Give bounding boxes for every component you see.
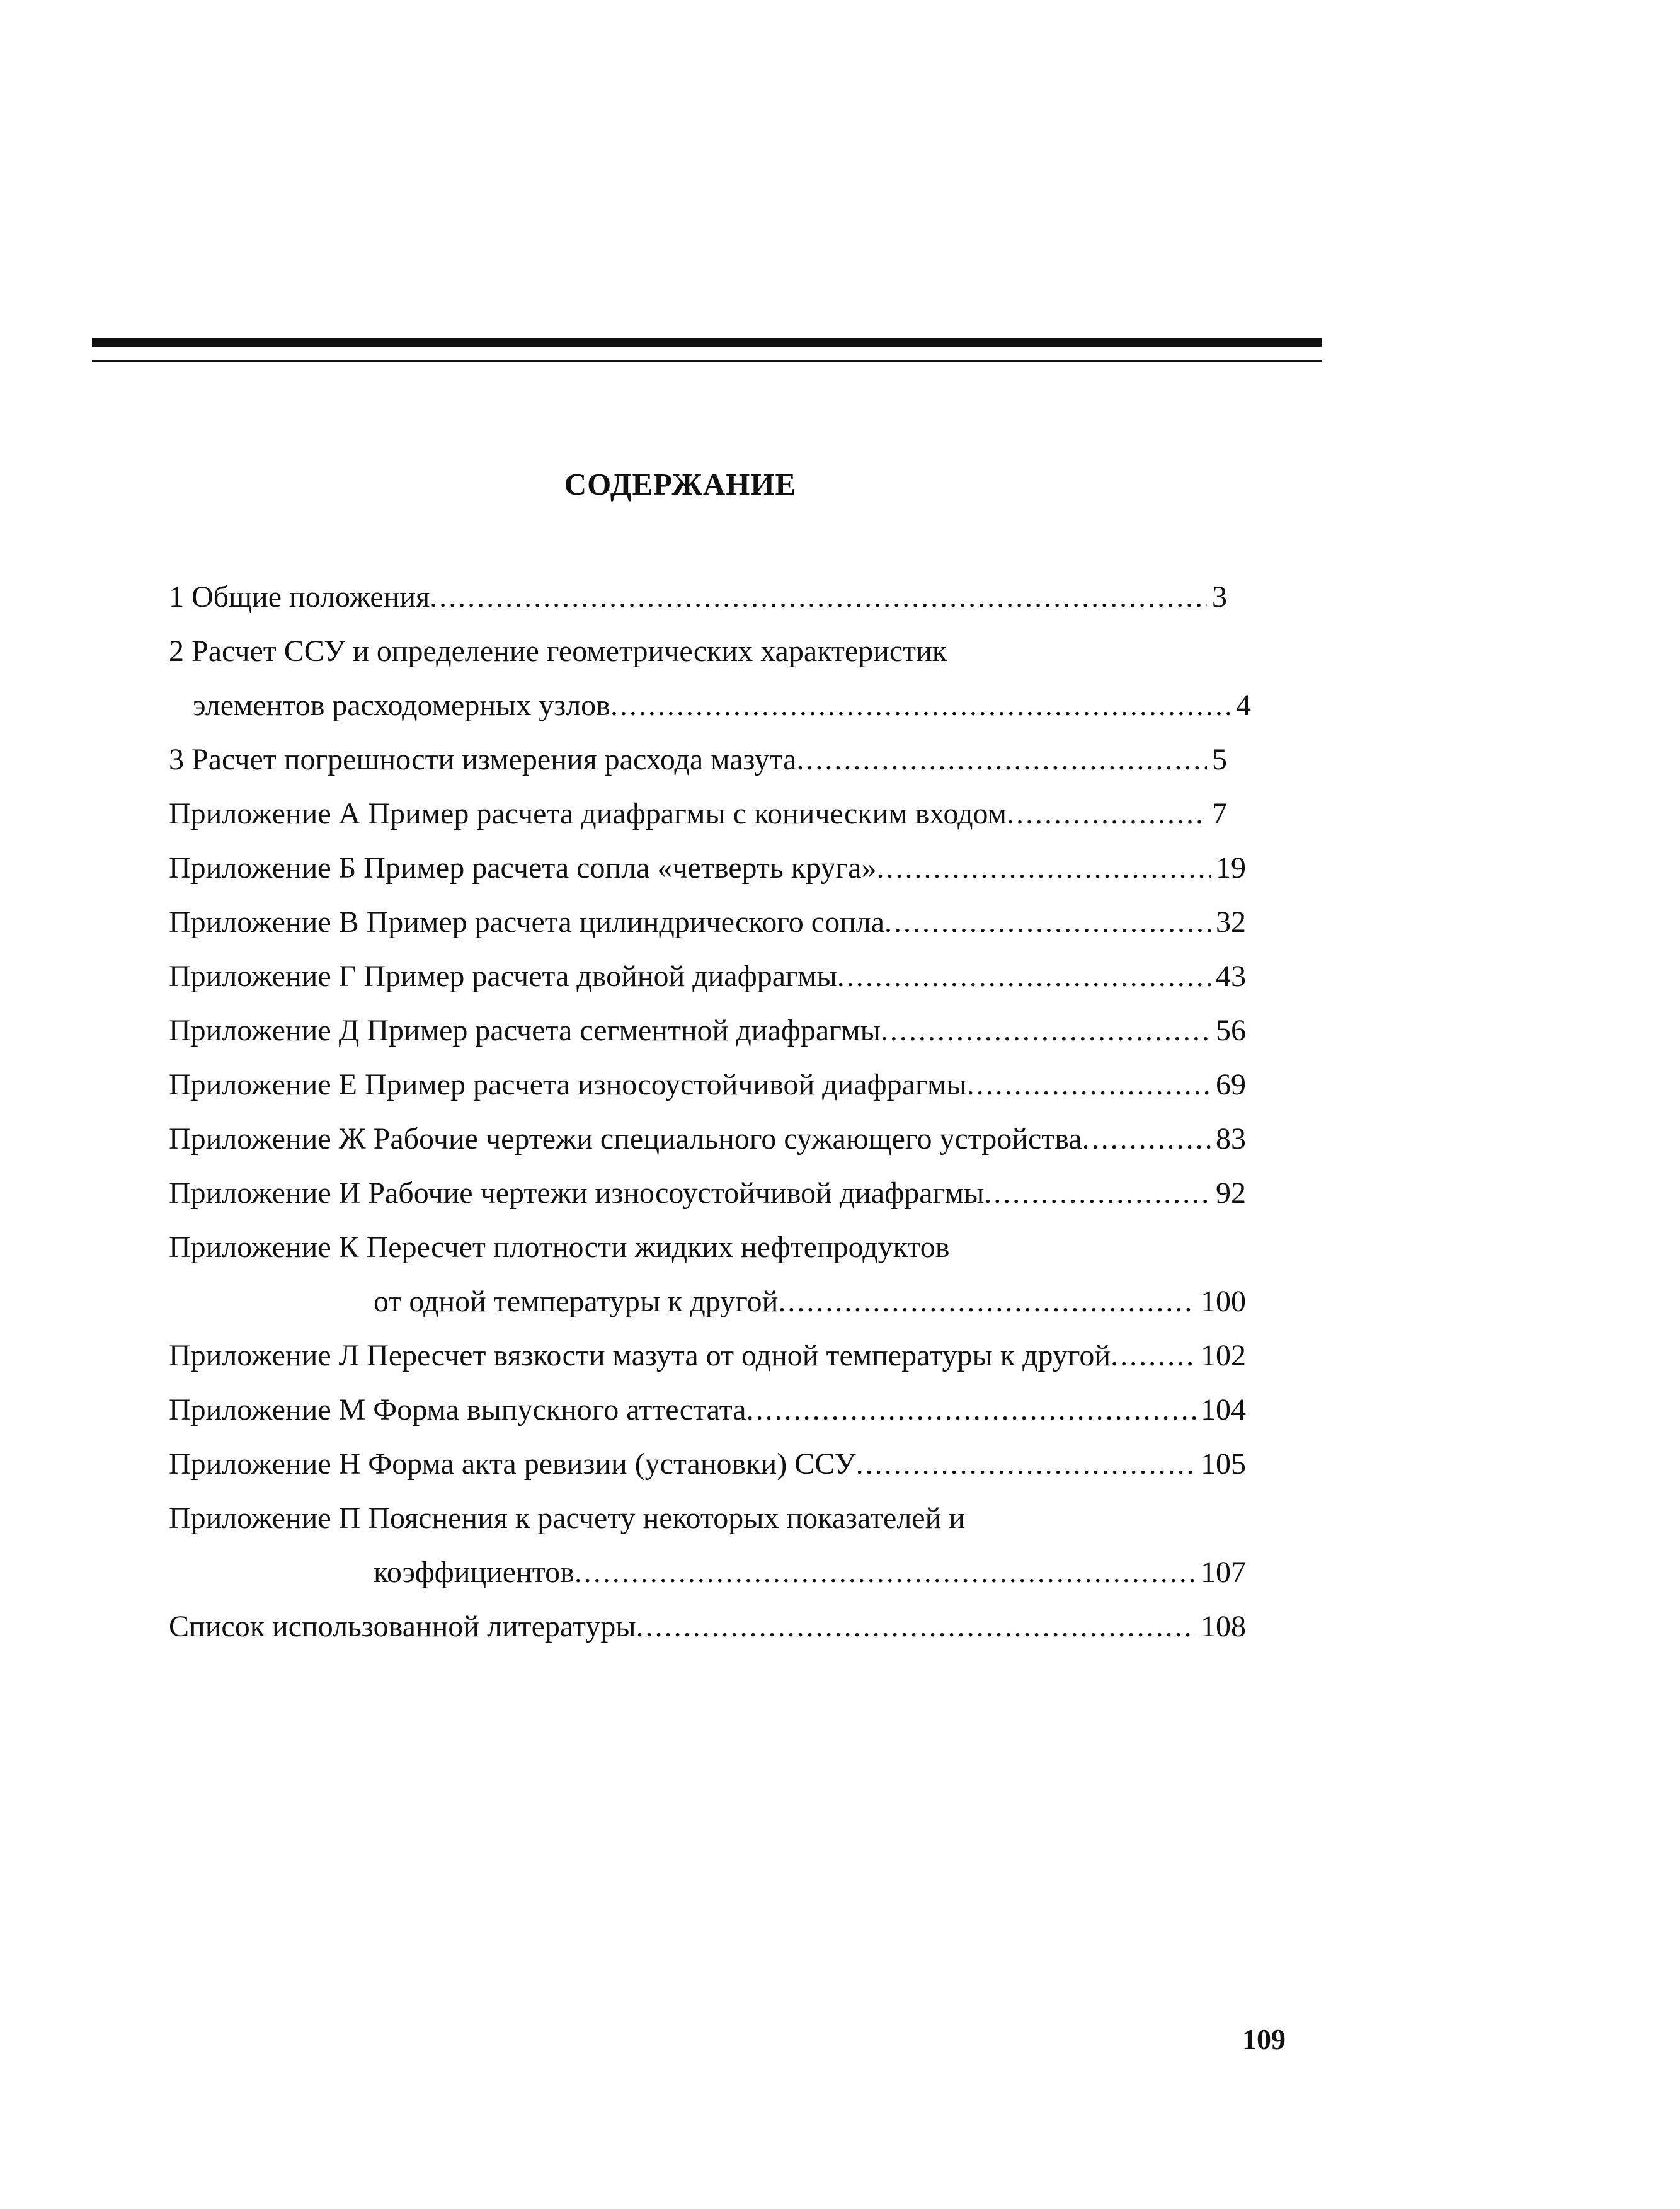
toc-entry-text: от одной температуры к другой — [374, 1285, 779, 1318]
toc-page-number: 83 — [1216, 1122, 1246, 1156]
toc-line — [169, 1112, 1246, 1166]
toc-line — [169, 895, 1246, 950]
toc-page-number: 107 — [1201, 1556, 1246, 1589]
toc-entry-text: Приложение К Пересчет плотности жидких нефтепродуктов — [169, 1231, 950, 1264]
toc-entry-text: Приложение Ж Рабочие чертежи специального сужающего устройства — [169, 1122, 1082, 1156]
toc-entry-appendix-a — [169, 787, 1246, 841]
dot-leader — [1082, 1112, 1211, 1166]
toc-line — [169, 1437, 1246, 1491]
toc-entry-text: Приложение Л Пересчет вязкости мазута от одной температуры к другой — [169, 1339, 1111, 1372]
toc-entry-text: Приложение В Пример расчета цилиндрического сопла — [169, 905, 885, 939]
toc-line — [169, 1004, 1246, 1058]
toc-line — [169, 787, 1227, 841]
header-rule-thick — [92, 338, 1322, 347]
toc-page-number: 56 — [1216, 1014, 1246, 1047]
dot-leader — [610, 679, 1231, 733]
toc-entry-3 — [169, 733, 1246, 787]
toc-entry-references — [169, 1600, 1246, 1654]
toc-line — [169, 950, 1246, 1004]
dot-leader — [967, 1058, 1211, 1112]
toc-entry-text: 2 Расчет ССУ и определение геометрических характеристик — [169, 634, 947, 668]
toc-entry-text: Приложение И Рабочие чертежи износоустойчивой диафрагмы — [169, 1176, 985, 1210]
toc-entry-appendix-m — [169, 1383, 1246, 1437]
toc-line — [169, 1166, 1246, 1220]
toc-page-number: 92 — [1216, 1176, 1246, 1210]
toc-page-number: 104 — [1201, 1393, 1246, 1426]
toc-page-number: 5 — [1212, 743, 1227, 776]
toc-page-number: 102 — [1201, 1339, 1246, 1372]
dot-leader — [430, 570, 1207, 624]
dot-leader — [778, 1275, 1196, 1329]
toc-entry-text: Приложение Е Пример расчета износоустойчивой диафрагмы — [169, 1068, 967, 1101]
toc-entry-text: Приложение Г Пример расчета двойной диафрагмы — [169, 960, 837, 993]
toc-entry-text: Приложение Д Пример расчета сегментной диафрагмы — [169, 1014, 881, 1047]
dot-leader — [884, 895, 1211, 950]
toc-line-continuation — [169, 679, 1251, 733]
toc-entry-1 — [169, 570, 1246, 624]
dot-leader — [876, 841, 1211, 895]
toc-entry-appendix-g — [169, 950, 1246, 1004]
toc-line — [169, 733, 1227, 787]
toc-line — [169, 570, 1227, 624]
dot-leader — [1111, 1329, 1196, 1383]
header-rule-thin — [92, 360, 1322, 362]
toc-entry-appendix-zh — [169, 1112, 1246, 1166]
dot-leader — [984, 1166, 1211, 1220]
toc-line — [169, 1220, 1246, 1275]
dot-leader — [856, 1437, 1196, 1491]
dot-leader — [574, 1546, 1196, 1600]
toc-page-number: 3 — [1212, 580, 1227, 614]
toc-entry-text: Список использованной литературы — [169, 1610, 636, 1643]
toc-line-continuation — [169, 1546, 1246, 1600]
dot-leader — [881, 1004, 1211, 1058]
toc-entry-text: 3 Расчет погрешности измерения расхода мазута — [169, 743, 797, 776]
toc-entry-text: 1 Общие положения — [169, 580, 430, 614]
toc-line — [169, 1058, 1246, 1112]
dot-leader — [1007, 787, 1207, 841]
toc-line — [169, 841, 1246, 895]
toc-line — [169, 624, 1246, 679]
toc-entry-text: Приложение Б Пример расчета сопла «четверть круга» — [169, 851, 877, 885]
toc-entry-text: Приложение М Форма выпускного аттестата — [169, 1393, 746, 1426]
toc-page-number: 108 — [1201, 1610, 1246, 1643]
toc-entry-appendix-e — [169, 1058, 1246, 1112]
toc-entry-appendix-k — [169, 1220, 1246, 1329]
toc-line — [169, 1329, 1246, 1383]
dot-leader — [796, 733, 1207, 787]
toc-page-number: 19 — [1216, 851, 1246, 885]
toc-entry-text: Приложение П Пояснения к расчету некоторых показателей и — [169, 1501, 965, 1535]
dot-leader — [636, 1600, 1196, 1654]
toc-page-number: 100 — [1201, 1285, 1246, 1318]
toc-page-number: 105 — [1201, 1447, 1246, 1481]
toc-entry-appendix-i — [169, 1166, 1246, 1220]
dot-leader — [837, 950, 1211, 1004]
toc-entry-appendix-p — [169, 1491, 1246, 1600]
toc-entry-text: коэффициентов — [374, 1556, 574, 1589]
toc-line — [169, 1491, 1246, 1546]
toc-page-number: 43 — [1216, 960, 1246, 993]
toc-entry-text: элементов расходомерных узлов — [193, 689, 610, 722]
toc-entry-text: Приложение А Пример расчета диафрагмы с коническим входом — [169, 797, 1007, 830]
toc-entry-appendix-d — [169, 1004, 1246, 1058]
toc-line — [169, 1600, 1246, 1654]
toc-entry-2 — [169, 624, 1251, 733]
table-of-contents — [169, 570, 1251, 1654]
page-title: СОДЕРЖАНИЕ — [564, 467, 797, 502]
toc-page-number: 4 — [1236, 689, 1251, 722]
toc-page-number: 69 — [1216, 1068, 1246, 1101]
dot-leader — [746, 1383, 1196, 1437]
toc-entry-appendix-v — [169, 895, 1246, 950]
toc-entry-text: Приложение Н Форма акта ревизии (установки) ССУ — [169, 1447, 856, 1481]
toc-line — [169, 1383, 1246, 1437]
toc-line-continuation — [169, 1275, 1246, 1329]
toc-page-number: 32 — [1216, 905, 1246, 939]
toc-page-number: 7 — [1212, 797, 1227, 830]
toc-entry-appendix-l — [169, 1329, 1246, 1383]
toc-entry-appendix-b — [169, 841, 1246, 895]
page-number: 109 — [1242, 2023, 1286, 2055]
toc-entry-appendix-n — [169, 1437, 1246, 1491]
